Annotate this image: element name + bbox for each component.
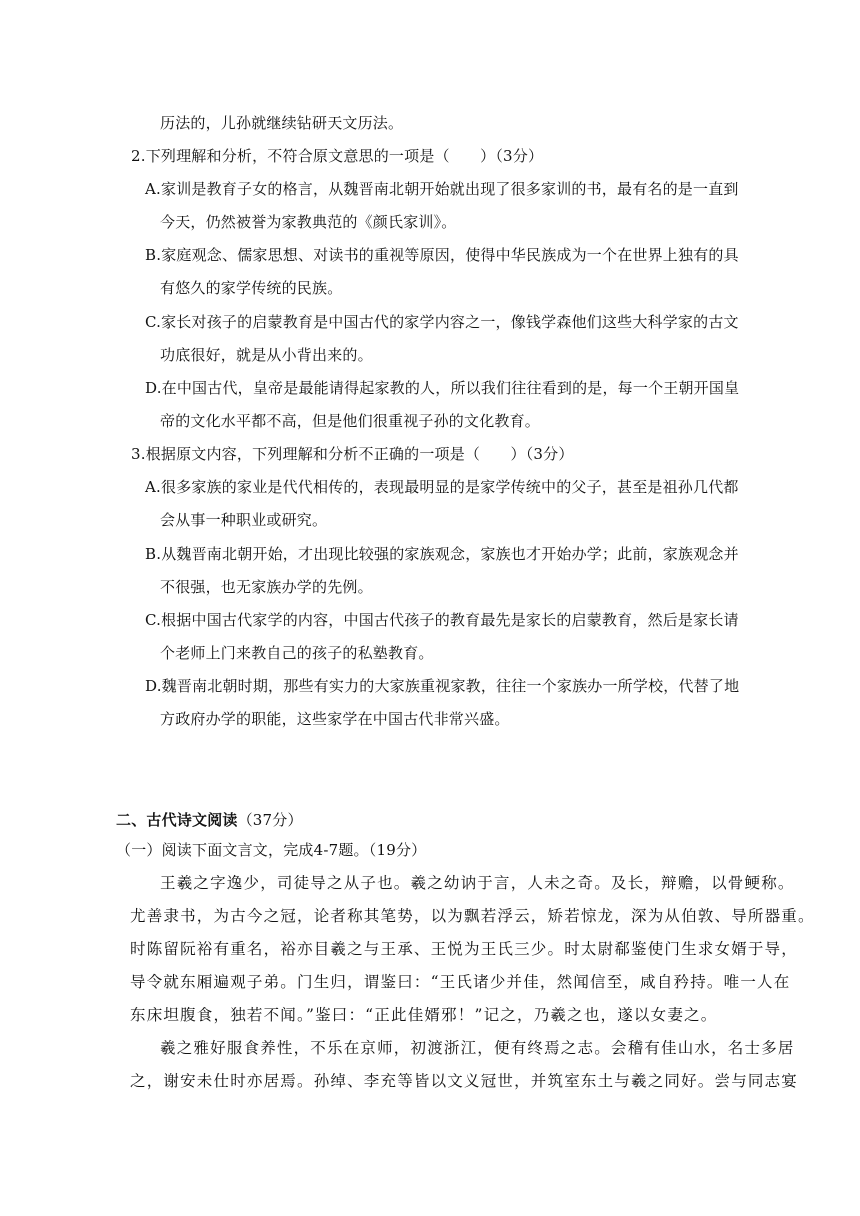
q2-option-c-line1: C.家长对孩子的启蒙教育是中国古代的家学内容之一，像钱学森他们这些大科学家的古文 — [145, 313, 739, 331]
q2-option-d-line1: D.在中国古代，皇帝是最能请得起家教的人，所以我们往往看到的是，每一个王朝开国皇 — [145, 379, 740, 397]
passage-line-5: 东床坦腹食，独若不闻。”鉴曰：“正此佳婿邪！”记之，乃羲之也，遂以女妻之。 — [130, 1006, 718, 1024]
passage-line-4: 导令就东厢遍观子弟。门生归，谓鉴曰：“王氏诸少并佳，然闻信至，咸自矜持。唯一人在 — [130, 973, 791, 991]
q3-option-b-line1: B.从魏晋南北朝开始，才出现比较强的家族观念，家族也才开始办学；此前，家族观念并 — [145, 545, 739, 563]
q2-option-b-line2: 有悠久的家学传统的民族。 — [160, 279, 343, 297]
q2-option-a-line2: 今天，仍然被誉为家教典范的《颜氏家训》。 — [160, 213, 457, 231]
section-2-heading — [116, 810, 303, 830]
subsection-1-heading: （一）阅读下面文言文，完成4-7题。（19分） — [116, 841, 427, 859]
q2-option-a-line1: A.家训是教育子女的格言，从魏晋南北朝开始就出现了很多家训的书，最有名的是一直到 — [145, 180, 739, 198]
continuation-line: 历法的，儿孙就继续钻研天文历法。 — [160, 114, 404, 132]
section-2-title: 二、古代诗文阅读 — [116, 811, 238, 829]
q3-option-a-line2: 会从事一种职业或研究。 — [160, 511, 328, 529]
q3-option-d-line2: 方政府办学的职能，这些家学在中国古代非常兴盛。 — [160, 710, 510, 728]
q2-option-b-line1: B.家庭观念、儒家思想、对读书的重视等原因，使得中华民族成为一个在世界上独有的具 — [145, 246, 739, 264]
q3-option-d-line1: D.魏晋南北朝时期，那些有实力的大家族重视家教，往往一个家族办一所学校，代替了地 — [145, 677, 740, 695]
q2-option-c-line2: 功底很好，就是从小背出来的。 — [160, 346, 373, 364]
q3-option-b-line2: 不很强，也无家族办学的先例。 — [160, 578, 373, 596]
passage-line-6: 羲之雅好服食养性，不乐在京师，初渡浙江，便有终焉之志。会稽有佳山水，名士多居 — [160, 1039, 795, 1057]
question-3-stem: 3.根据原文内容，下列理解和分析不正确的一项是（ ）（3分） — [131, 445, 574, 463]
q2-option-d-line2: 帝的文化水平都不高，但是他们很重视子孙的文化教育。 — [160, 412, 541, 430]
q3-option-c-line2: 个老师上门来教自己的孩子的私塾教育。 — [160, 644, 434, 662]
passage-line-7: 之，谢安未仕时亦居焉。孙绰、李充等皆以文义冠世，并筑室东土与羲之同好。尝与同志宴 — [130, 1072, 799, 1090]
q3-option-a-line1: A.很多家族的家业是代代相传的，表现最明显的是家学传统中的父子，甚至是祖孙几代都 — [145, 478, 739, 496]
q3-option-c-line1: C.根据中国古代家学的内容，中国古代孩子的教育最先是家长的启蒙教育，然后是家长请 — [145, 611, 739, 629]
passage-line-1: 王羲之字逸少，司徒导之从子也。羲之幼讷于言，人未之奇。及长，辩赡，以骨鲠称。 — [160, 874, 795, 892]
section-2-score: （37分） — [237, 811, 303, 829]
passage-line-2: 尤善隶书，为古今之冠，论者称其笔势，以为飘若浮云，矫若惊龙，深为从伯敦、导所器重。 — [130, 907, 815, 925]
passage-line-3: 时陈留阮裕有重名，裕亦目羲之与王承、王悦为王氏三少。时太尉郗鉴使门生求女婿于导， — [130, 940, 799, 958]
question-2-stem: 2.下列理解和分析，不符合原文意思的一项是（ ）（3分） — [131, 147, 544, 165]
